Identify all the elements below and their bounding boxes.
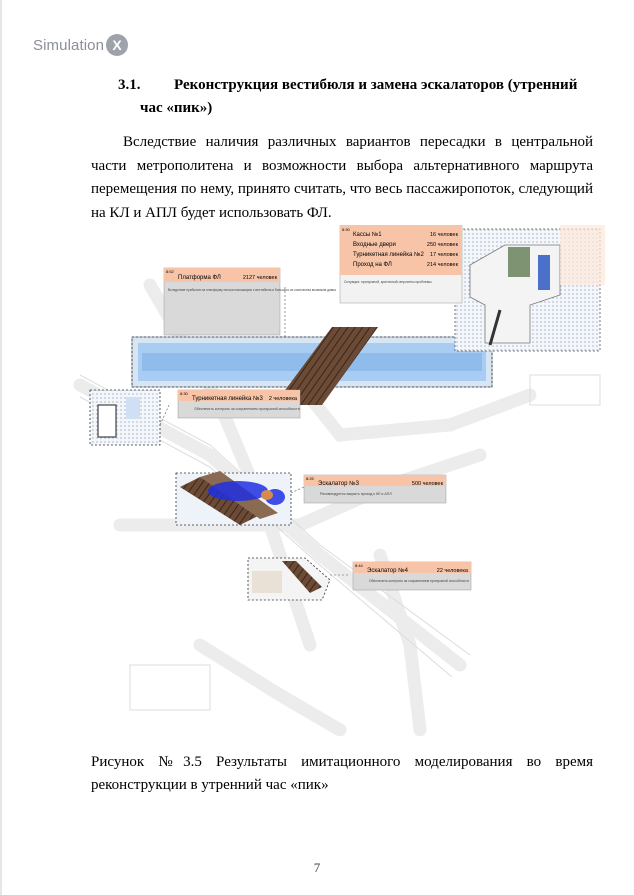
panel-note: Рекомендуется закрыть проход к КЛ и АПЛ [320, 492, 392, 496]
section-number: 3.1. [118, 77, 141, 93]
logo-x-icon: X [106, 34, 128, 56]
heading-line-1: Реконструкция вестибюля и замена эскалаторов (утренний [174, 77, 578, 93]
panel-row-label: Кассы №1 [353, 232, 382, 238]
paragraph-text: Вследствие наличия различных вариантов пересадки в центральной части метрополитена и возможности выбора альтернативного маршрута перемещения по нему, принято считать, что весь пассажиропоток, следующий на КЛ и АПЛ будет использовать ФЛ. [91, 134, 593, 221]
panel-time: 8:52 [166, 269, 174, 274]
body-paragraph [91, 131, 593, 225]
panel-note: Ситуация: пропускной, критичный; вероятны проблемы [344, 280, 432, 284]
panel-row-label: Входные двери [353, 242, 396, 248]
panel-row-value: 250 человек [426, 242, 458, 248]
section-heading [118, 74, 598, 120]
panel-row-label: Турникетная линейка №3 [192, 396, 263, 402]
panel-row-value: 22 человека [436, 568, 468, 574]
callout-panel-escalator-3 [304, 475, 446, 503]
panel-note: Обеспечить контроль за сохранением пропускной способности [369, 579, 469, 583]
page-number: 7 [313, 860, 321, 875]
panel-time: 8:44 [355, 563, 363, 568]
panel-row-value: 17 человек [429, 252, 458, 258]
panel-row-label: Платформа ФЛ [178, 275, 221, 281]
panel-row-value: 2 человека [268, 396, 297, 402]
figure-simulation-results [60, 225, 613, 736]
panel-row-label: Эскалатор №4 [367, 568, 408, 574]
panel-time: 8:25 [306, 476, 314, 481]
panel-row-value: 2127 человек [242, 275, 277, 281]
panel-row-label: Турникетная линейка №2 [353, 252, 424, 258]
heading-line-2: час «пик») [140, 100, 213, 116]
panel-row-label: Эскалатор №3 [318, 481, 359, 487]
vestibule-top-right [455, 225, 605, 351]
callout-panel-escalator-4 [353, 562, 471, 590]
logo-text: Simulation [33, 36, 105, 54]
station-plan-diagram [60, 225, 613, 736]
page-edge [0, 0, 2, 895]
panel-note: Вследствие прибытия на платформу потока пассажиров с вестибюля и большого их количества возможна давка [168, 288, 336, 292]
callout-panel-vestibule [340, 225, 462, 303]
room-left [90, 390, 160, 445]
panel-row-value: 214 человек [426, 262, 458, 268]
panel-row-value: 500 человек [411, 481, 443, 487]
panel-row-label: Проход на ФЛ [353, 262, 392, 268]
panel-row-value: 16 человек [429, 232, 458, 238]
callout-panel-turnstile-3 [178, 390, 300, 418]
simulationx-logo [33, 34, 128, 56]
panel-note: Обеспечить контроль за сохранением пропускной способности [194, 407, 300, 411]
callout-panel-platform [164, 268, 336, 335]
escalator-area-4 [248, 558, 330, 600]
escalator-area-3 [176, 471, 291, 525]
figure-caption: Рисунок №3.5 Результаты имитационного моделирования во время реконструкции в утренний час «пик» [91, 754, 593, 793]
panel-time: 8:30 [180, 391, 188, 396]
panel-time: 8:30 [342, 227, 350, 232]
